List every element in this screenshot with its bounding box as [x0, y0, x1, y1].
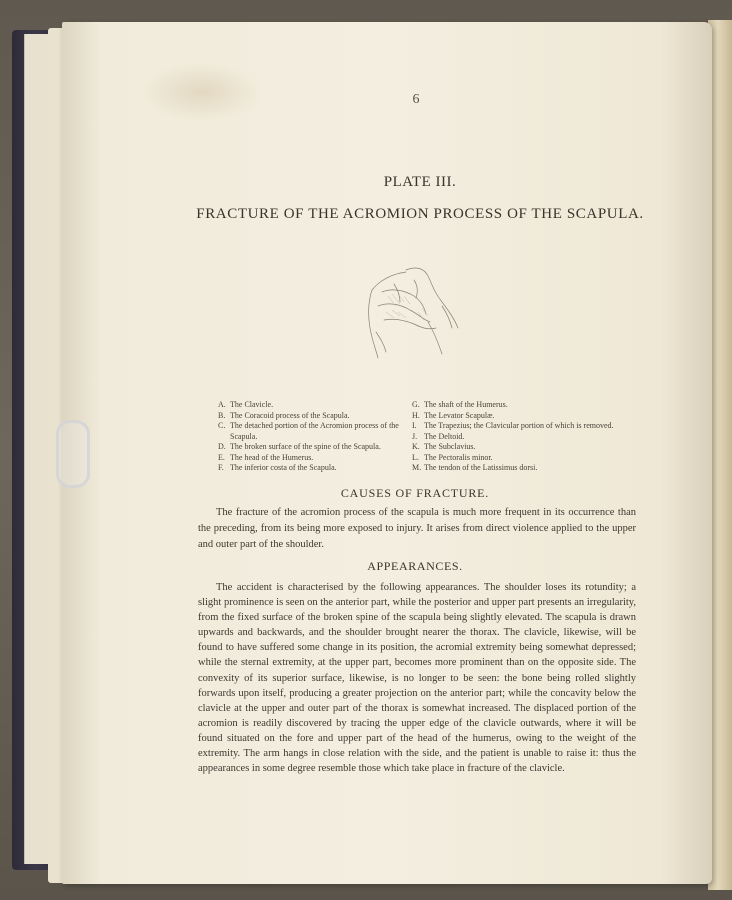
legend-text: The Coracoid process of the Scapula.: [230, 410, 350, 420]
legend-key: H.: [412, 410, 420, 420]
legend-key: A.: [218, 400, 226, 409]
shoulder-illustration: [358, 262, 468, 362]
legend-item: [412, 400, 632, 411]
legend-key: K.: [412, 442, 420, 451]
legend-item: [218, 400, 403, 411]
legend-text: The detached portion of the Acromion process of the Scapula.: [230, 421, 399, 441]
legend-key: E.: [218, 452, 225, 462]
causes-paragraph: The fracture of the acromion process of the scapula is much more frequent in its occurrence than the preceding, from its being more exposed to injury. It arises from direct violence applied to the upper and outer part of the shoulder.: [198, 507, 636, 550]
legend-item: [412, 463, 632, 474]
appearances-paragraph: The accident is characterised by the following appearances. The shoulder loses its rotundity; a slight prominence is seen on the anterior part, while the posterior and upper part presents an irregularity, from the fixed surface of the broken spine of the scapula being slightly elevated. The scapula is drawn upwards and backwards, and the shoulder brought nearer the thorax. The clavicle, likewise, will be found to have suffered some change in its position, the acromial extremity being somewhat depressed; while the sternal extremity, at the upper part, becomes more prominent than on the opposite side. The convexity of its superior surface, likewise, is no longer to be seen: the bone being rolled slightly forwards upon itself, producing a greater projection on the anterior part; while the concavity below the clavicle at the upper and outer part of the thorax is somewhat increased. The displaced portion of the acromion is readily discovered by tracing the upper edge of the clavicle outwards, where it will be found situated on the fore and upper part of the head of the humerus, owing to the weight of the extremity. The arm hangs in close relation with the side, and the patient is unable to raise it: thus the appearances in some degree resemble those which take place in fracture of the clavicle.: [198, 582, 636, 775]
legend-item: [412, 432, 632, 443]
legend-text: The Subclavius.: [424, 442, 476, 451]
legend-text: The Deltoid.: [424, 431, 465, 441]
appearances-heading: APPEARANCES.: [367, 559, 463, 573]
legend-right: [412, 400, 632, 474]
legend-key: J.: [412, 431, 418, 441]
legend-item: [218, 463, 403, 474]
legend-key: G.: [412, 400, 420, 409]
legend-item: [218, 411, 403, 422]
legend-text: The Levator Scapulæ.: [424, 410, 495, 420]
paper-stain: [142, 62, 262, 122]
legend-key: D.: [218, 442, 226, 451]
causes-heading: CAUSES OF FRACTURE.: [340, 486, 490, 500]
legend-item: [218, 453, 403, 464]
legend-left: [218, 400, 403, 474]
legend-key: I.: [412, 421, 417, 430]
legend-key: B.: [218, 410, 226, 420]
legend-key: L.: [412, 452, 419, 462]
legend-text: The Clavicle.: [230, 400, 274, 409]
legend-key: C.: [218, 421, 226, 430]
plate-subtitle: FRACTURE OF THE ACROMION PROCESS OF THE SCAPULA.: [196, 206, 644, 222]
legend-item: [412, 421, 632, 432]
page-clip: [56, 420, 90, 488]
legend-key: M.: [412, 463, 422, 472]
plate-title: PLATE III.: [383, 174, 457, 190]
legend-item: [218, 442, 403, 453]
legend-text: The Pectoralis minor.: [424, 452, 493, 462]
legend-text: The broken surface of the spine of the Scapula.: [230, 442, 381, 451]
legend-item: [412, 453, 632, 464]
legend-text: The Trapezius; the Clavicular portion of which is removed.: [424, 421, 614, 430]
legend-item: [412, 411, 632, 422]
legend-text: The head of the Humerus.: [230, 452, 314, 462]
legend-text: The shaft of the Humerus.: [424, 400, 508, 409]
legend-item: [412, 442, 632, 453]
legend-item: [218, 421, 403, 442]
legend-text: The inferior costa of the Scapula.: [230, 463, 337, 472]
page-number: 6: [412, 92, 420, 107]
legend-key: F.: [218, 463, 224, 472]
legend-text: The tendon of the Latissimus dorsi.: [424, 463, 538, 472]
